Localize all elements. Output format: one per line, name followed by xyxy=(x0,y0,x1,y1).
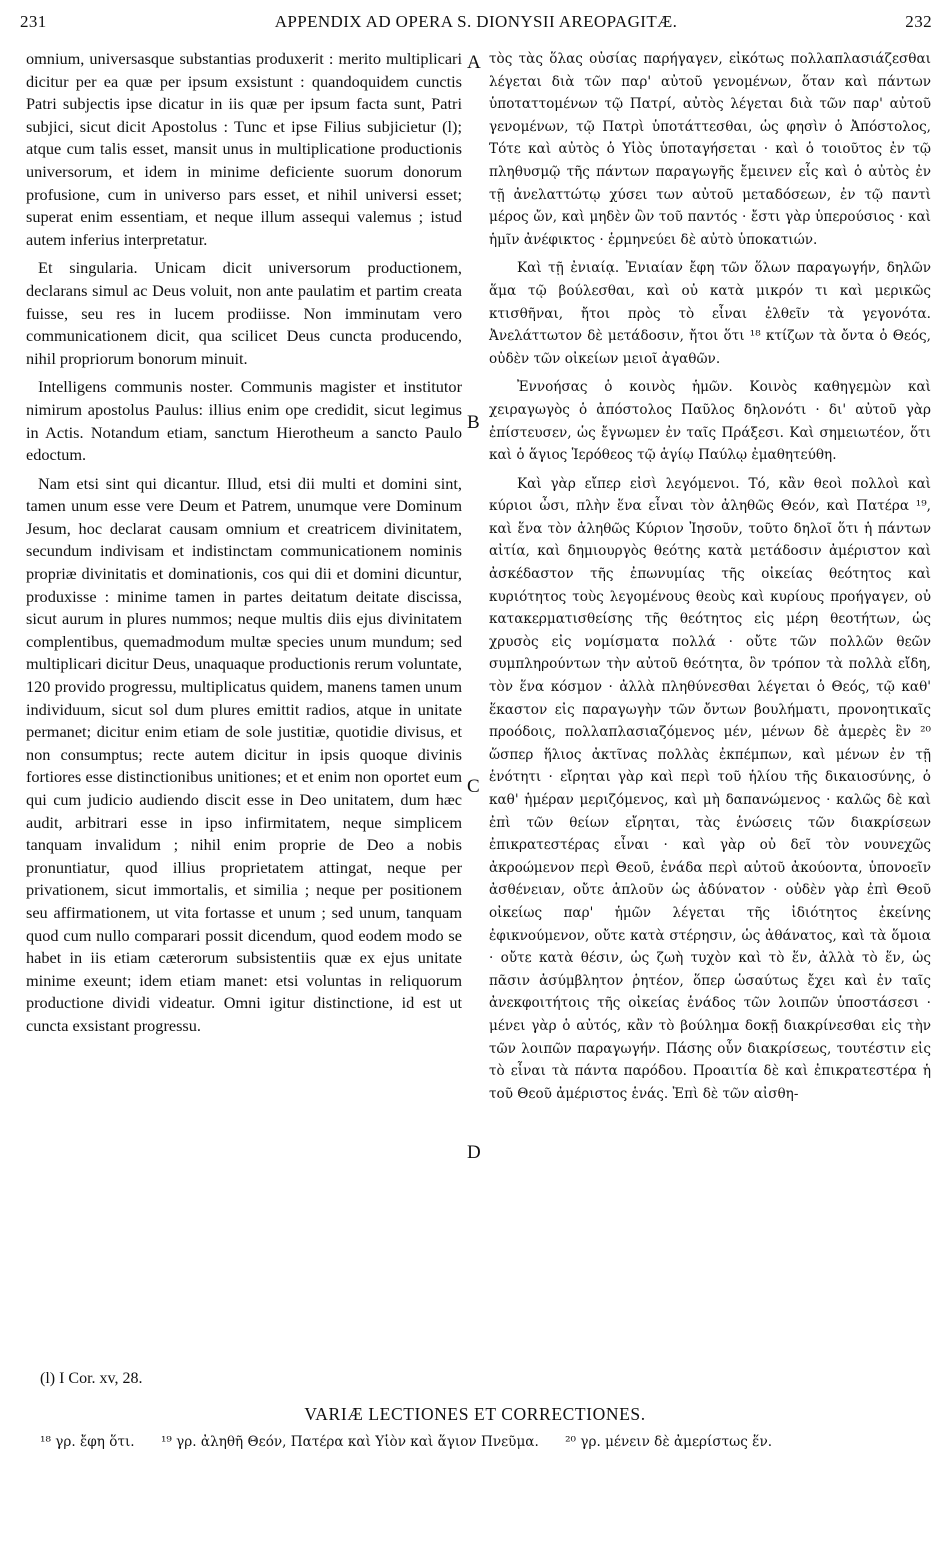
latin-column xyxy=(26,48,462,1038)
latin-paragraph-1: omnium, universasque substantias produxerit : merito multiplicari dicitur per ea quæ per ipsum exsistunt : quandoquidem cunctis Patri subjectis ipse dicatur in iis quæ per ipsum facta sunt, Patri subjici, sicut dicit Apostolus : Tunc et ipse Filius subjicietur (l); atque cum talis esset, mansit unus in multiplicatione productionis universorum, et idem in minime deficiente suorum donorum profusione, cum in universo pars esset, et nihil universi esset; superat enim essentiam, et neque illum assequi valemus ; istud autem inferius interpretatur. xyxy=(26,49,462,249)
latin-paragraph-4: Nam etsi sint qui dicantur. Illud, etsi dii multi et domini sint, tamen unum esse vere Deum et Patrem, unumque vere Dominum Jesum, hoc declarat causam omnium et creatricem divinitatem, secundum indivisam et indistinctam communicationem nominis propriæ divinitatis et dominationis, cos qui dii et domini dicuntur, produxisse : minime tamen in partes deitatum deitate discissa, sicut aurum in plures nummos; neque multis diis ejus divinitatem complentibus, quemadmodum multæ species unum mundum; sed multiplicari dicitur Deus, unaquaque productionis rerum voluntate, 120 provido progressu, multiplicatus quidem, manens tamen unum individuum, sicut sol dum plures emittit radios, atque in unitate permanet; dicitur enim etiam de sole justitiæ, quotidie divisus, et non consumptus; recte autem dicitur in ipsis quoque divinis fortiores esse distinctionibus unitiones; et et enim non oportet eum qui cum judicio audiendo discit esse in Deo unitatem, dum hæc audit, arbitrari esse in ipso infirmitatem, neque simplicem tanquam invalidum ; nihil enim proprie de Deo a nobis pronuntiatur, quod illius proprietatem attingat, neque per privationem, sicut immortalis, et similia ; neque per positionem seu affirmationem, ut vita fortasse et unum ; sed unum, tanquam quod cum nullo comparari possit dicendum, quod eodem modo se habet in iis etiam cæterorum subsistentiis quæ ex ejus unitate minime exeunt; idem etiam manet: etsi voluntas in reliquorum productione dividi videatur. Omni igitur distinctione, id est ut cuncta exsistant progressu. xyxy=(26,473,462,1035)
greek-paragraph-4: Καὶ γὰρ εἴπερ εἰσὶ λεγόμενοι. Τό, κἂν θεοὶ πολλοὶ καὶ κύριοι ὦσι, πλὴν ἕνα εἶναι τὸν ἀληθῶς Θεόν, καὶ Πατέρα ¹⁹, καὶ ἕνα τὸν ἀληθῶς Κύριον Ἰησοῦν, τοῦτο δηλοῖ ὅτι ἡ πάντων αἰτία, καὶ δημιουργὸς θεότης κατὰ μετάδοσιν ἀμέριστον καὶ ἀσκέδαστον τῆς ἐπωνυμίας τῆς οἰκείας θεότητος καὶ κυριότητος τοὺς λεγομένους θεοὺς καὶ κυρίους προήγαγεν, οὐ κατακερματισθείσης τῆς θεότητος εἰς μέρη θεοτήτων, ὡς χρυσὸς εἰς νομίσματα πολλά · οὔτε τῶν πολλῶν θεῶν συμπληρούντων τὴν αὐτοῦ θεότητα, ὃν τρόπον τὰ πολλὰ εἴδη, τὸν ἕνα κόσμον · ἀλλὰ πληθύνεσθαι λέγεται ὁ Θεός, τῷ καθ' ἕκαστον εἰς παραγωγὴν τῶν ὄντων βουλήματι, προνοητικαῖς προόδοις, πολλαπλασιαζόμενος μέν, μένων δὲ ἀμερὲς ἓν ²⁰ ὥσπερ ἥλιος ἀκτῖνας πολλὰς ἐκπέμπων, καὶ μένων ἐν τῇ ἑνότητι · εἴρηται γὰρ καὶ περὶ τοῦ ἡλίου τῆς δικαιοσύνης, ὁ καθ' ἡμέραν μεριζόμενος, καὶ μὴ δαπανώμενος · καλῶς δὲ καὶ ἐπὶ τῶν θείων εἴρηται, τὰς ἑνώσεις τῶν διακρίσεων ἐπικρατεστέρας εἶναι · καὶ γὰρ οὐ δεῖ τὸν νουνεχῶς ἀκροώμενον περὶ Θεοῦ, ἑνάδα περὶ αὐτοῦ ἀκούοντα, ὑπονοεῖν ἀσθένειαν, οὔτε ἁπλοῦν ὡς ἀδύνατον · οὐδὲν γὰρ ἐπὶ Θεοῦ οἰκείως παρ' ἡμῶν λέγεται τῆς ἰδιότητος ἐκείνης ἐφικνούμενον, οὔτε κατὰ στέρησιν, ὡς ἀθάνατος, καὶ τὰ ὅμοια · οὔτε κατὰ θέσιν, ὡς ζωὴ τυχὸν καὶ τὸ ἕν, ἀλλὰ τὸ ἕν, ὡς πᾶσιν ἀσύμβλητον ῥητέον, ὅπερ ὡσαύτως ἔχει καὶ ἐν ταῖς ἀνεκφοιτήτοις τῆς οἰκείας ἑνάδος τῶν λοιπῶν ὑποστάσεσι · μένει γὰρ ὁ αὐτός, κἂν τὸ βούλημα δοκῇ διακρίνεσθαι εἰς τὴν τῶν λοιπῶν παραγωγήν. Πάσης οὖν διακρίσεως, τουτέστιν εἰς τὸ εἶναι τὰ πάντα παρόδου. Προαιτία δὲ καὶ ἐπικρατεστέρα ἡ τοῦ Θεοῦ ἀμέριστος ἑνάς. Ἐπὶ δὲ τῶν αἰσθη- xyxy=(489,475,931,1102)
running-title: APPENDIX AD OPERA S. DIONYSII AREOPAGITÆ. xyxy=(274,12,678,31)
page-number-right: 232 xyxy=(905,12,932,31)
greek-paragraph-3: Ἐννοήσας ὁ κοινὸς ἡμῶν. Κοινὸς καθηγεμὼν καὶ χειραγωγὸς ὁ ἀπόστολος Παῦλος δηλονότι · δι' αὐτοῦ γὰρ ἐπίστευσεν, ὡς ἔγνωμεν ἐν ταῖς Πράξεσι. Καὶ σημειωτέον, ὅτι καὶ ὁ ἅγιος Ἱερόθεος τῷ ἁγίῳ Παύλῳ ἐμαθητεύθη. xyxy=(489,379,931,464)
greek-column xyxy=(489,48,931,1105)
latin-paragraph-3: Intelligens communis noster. Communis magister et institutor nimirum apostolus Paulus: illius enim ope credidit, sicut legimus in Actis. Notandum etiam, sanctum Hierotheum a sancto Paulo edoctum. xyxy=(26,377,462,465)
margin-marker-d: D xyxy=(467,1142,481,1163)
footnote: (l) I Cor. xv, 28. xyxy=(40,1370,143,1387)
margin-marker-c: C xyxy=(467,776,480,797)
greek-paragraph-2: Καὶ τῇ ἐνιαίᾳ. Ἐνιαίαν ἔφη τῶν ὅλων παραγωγήν, δηλῶν ἅμα τῷ βούλεσθαι, καὶ οὐ κατὰ μικρόν τι καὶ μερικῶς κτισθῆναι, ἤτοι πρὸς τὸ εἶναι ἐλθεῖν τὰ γεγονότα. Ἀνελάττωτον δὲ μετάδοσιν, ἤτοι ὅτι ¹⁸ κτίζων τὰ ὄντα ὁ Θεός, οὐδὲν τῶν οἰκείων μειοῖ ἀγαθῶν. xyxy=(489,260,931,367)
margin-marker-a: A xyxy=(467,52,481,73)
variae-item-18: ¹⁸ γρ. ἔφη ὅτι. xyxy=(40,1434,135,1450)
variae-item-19: ¹⁹ γρ. ἀληθῆ Θεόν, Πατέρα καὶ Υἱὸν καὶ ἅγιον Πνεῦμα. xyxy=(160,1434,539,1450)
margin-marker-b: B xyxy=(467,412,480,433)
latin-paragraph-2: Et singularia. Unicam dicit universorum productionem, declarans simul ac Deus voluit, non ante paulatim et partim creata fuisse, seu res in lucem prodiisse. Non imminutam vero communicationem dicit, qua scilicet Deus cuncta producendo, nihil propriorum bonorum minuit. xyxy=(26,258,462,368)
variae-list xyxy=(40,1434,930,1450)
page-header xyxy=(20,12,932,38)
variae-item-20: ²⁰ γρ. μένειν δὲ ἀμερίστως ἕν. xyxy=(565,1434,773,1450)
page-number-left: 231 xyxy=(20,12,47,31)
variae-heading: VARIÆ LECTIONES ET CORRECTIONES. xyxy=(304,1404,646,1424)
greek-paragraph-1: τὸς τὰς ὅλας οὐσίας παρήγαγεν, εἰκότως πολλαπλασιάζεσθαι λέγεται διὰ τῶν παρ' αὐτοῦ γενομένων, ὅταν καὶ πάντων ὑποταττομένων τῷ Πατρί, αὐτὸς λέγεται διὰ τῶν παρ' αὐτοῦ γενομένων, τῷ Πατρὶ ὑποτάττεσθαι, ὡς φησὶν ὁ Ἀπόστολος, Τότε καὶ αὐτὸς ὁ Υἱὸς ὑποταγήσεται · καὶ ὁ τοιοῦτος ἐν τῷ πληθυσμῷ τῆς πάντων παραγωγῆς ἔμεινεν εἷς καὶ ὁ αὐτὸς ἐν τῇ ἀνελαττώτῳ χύσει των αὐτοῦ μεταδόσεων, ἐν τῷ παντὶ μέρος ὤν, καὶ μηδὲν ὢν τοῦ παντός · ἔστι γὰρ ὑπερούσιος · καὶ ἡμῖν ἀνέφικτος · ἑρμηνεύει δὲ αὐτὸ ὑποκατιών. xyxy=(489,51,931,248)
